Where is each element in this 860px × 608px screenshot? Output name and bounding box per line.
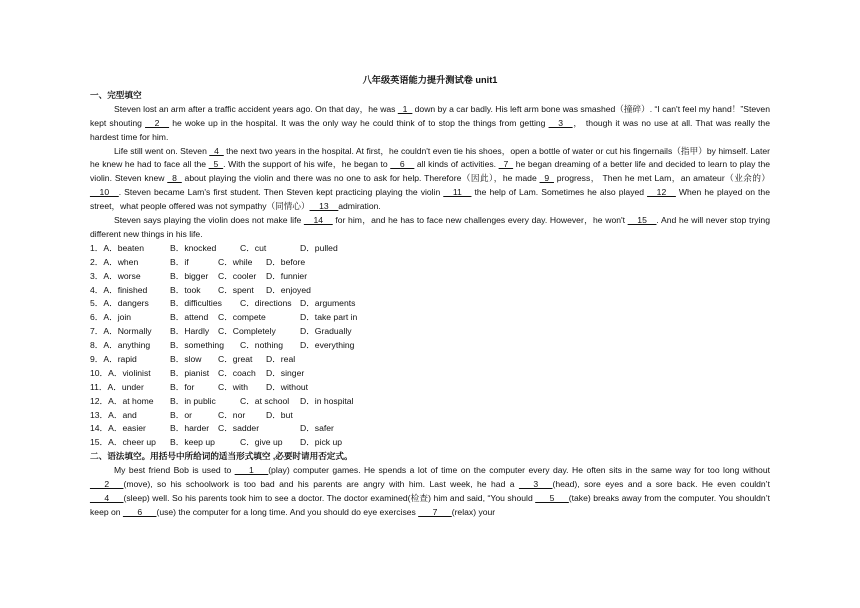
- passage-text: he began dreaming of a better life and decided to learn to play the violin. Steven knew: [90, 159, 771, 184]
- option-choice[interactable]: C．directions: [240, 298, 292, 309]
- option-choice[interactable]: 3．A．worse: [90, 270, 141, 281]
- section-heading-cloze: 一、完型填空: [90, 89, 142, 100]
- option-choice[interactable]: C．cut: [240, 242, 267, 253]
- option-choice[interactable]: D．but: [266, 409, 293, 420]
- option-row: [90, 367, 770, 381]
- answer-blank[interactable]: ___1___: [234, 465, 269, 476]
- option-choice[interactable]: C．while: [218, 256, 253, 267]
- option-choice[interactable]: D．arguments: [300, 298, 356, 309]
- passage-text: (relax) your: [451, 506, 496, 517]
- passage-text: ， though it was no use at all. That was really the hardest time for him.: [90, 117, 770, 142]
- option-choice[interactable]: D．take part in: [300, 312, 358, 323]
- option-row: [90, 395, 770, 409]
- answer-blank[interactable]: _8_: [167, 173, 182, 184]
- option-choice[interactable]: C．nor: [218, 409, 246, 420]
- option-choice[interactable]: D．without: [266, 381, 309, 392]
- section-heading-grammar: 二、语法填空。用括号中所给词的适当形式填空 ,必要时请用否定式。: [90, 451, 353, 462]
- answer-blank[interactable]: __2__: [145, 117, 170, 128]
- option-choice[interactable]: B．something: [170, 340, 224, 351]
- option-choice[interactable]: B．if: [170, 256, 189, 267]
- option-choice[interactable]: 8．A．anything: [90, 340, 151, 351]
- option-choice[interactable]: D．enjoyed: [266, 284, 311, 295]
- page-title: 八年级英语能力提升测试卷 unit1: [362, 75, 498, 85]
- option-choice[interactable]: 5．A．dangers: [90, 298, 149, 309]
- option-choice[interactable]: D．safer: [300, 423, 334, 434]
- option-row: [90, 270, 770, 284]
- option-choice[interactable]: 11．A．under: [90, 381, 144, 392]
- answer-blank[interactable]: ___4___: [90, 492, 124, 503]
- option-row: [90, 311, 770, 325]
- cloze-paragraph-1: [90, 103, 770, 145]
- passage-text: Steven says playing the violin does not make life: [114, 215, 304, 226]
- cloze-options-list: [90, 242, 770, 450]
- option-choice[interactable]: B．or: [170, 409, 192, 420]
- option-choice[interactable]: 4．A．finished: [90, 284, 148, 295]
- option-choice[interactable]: B．difficulties: [170, 298, 222, 309]
- option-choice[interactable]: C．Completely: [218, 326, 276, 337]
- option-choice[interactable]: B．keep up: [170, 437, 215, 448]
- passage-text: My best friend Bob is used to: [114, 465, 235, 476]
- option-row: [90, 353, 770, 367]
- passage-text: . Steven became Lam's first student. Then Steven kept practicing playing the violin: [118, 187, 444, 198]
- option-choice[interactable]: D．pick up: [300, 437, 343, 448]
- option-choice[interactable]: D．before: [266, 256, 306, 267]
- option-choice[interactable]: D．pulled: [300, 242, 338, 253]
- answer-blank[interactable]: _5_: [208, 159, 224, 170]
- passage-text: down by a car badly. His left arm bone was smashed（撞碎）. “I can't feel my hand！”Steven kept shouting: [90, 103, 770, 128]
- option-choice[interactable]: D．funnier: [266, 270, 308, 281]
- answer-blank[interactable]: __13__: [309, 201, 339, 212]
- cloze-paragraph-2: [90, 145, 770, 215]
- passage-text: admiration.: [338, 201, 381, 212]
- option-row: [90, 284, 770, 298]
- option-choice[interactable]: C．spent: [218, 284, 254, 295]
- passage-text: When he played on the street，what people offered was not sympathy（同情心）: [90, 187, 770, 212]
- passage-text: Steven lost an arm after a traffic accident years ago. On that day，he was: [114, 103, 398, 114]
- option-choice[interactable]: B．attend: [170, 312, 209, 323]
- option-choice[interactable]: B．for: [170, 381, 195, 392]
- answer-blank[interactable]: ___7___: [418, 506, 452, 517]
- answer-blank[interactable]: __6__: [390, 159, 415, 170]
- answer-blank[interactable]: ___2___: [90, 479, 124, 490]
- option-row: [90, 256, 770, 270]
- option-choice[interactable]: C．cooler: [218, 270, 257, 281]
- option-choice[interactable]: C．with: [218, 381, 249, 392]
- passage-text: (head), sore eyes and a sore back. He even couldn’t: [552, 479, 770, 490]
- option-choice[interactable]: 14．A．easier: [90, 423, 146, 434]
- answer-blank[interactable]: ___6___: [122, 506, 157, 517]
- option-choice[interactable]: C．at school: [240, 395, 290, 406]
- answer-blank[interactable]: __15__: [627, 215, 657, 226]
- answer-blank[interactable]: ___5___: [535, 492, 569, 503]
- answer-blank[interactable]: __12__: [647, 187, 676, 198]
- passage-text: for him，and he has to face new challenges every day. However，he won't: [332, 215, 628, 226]
- passage-text: all kinds of activities.: [414, 159, 499, 170]
- answer-blank[interactable]: ___3___: [518, 479, 553, 490]
- option-choice[interactable]: 1．A．beaten: [90, 242, 144, 253]
- option-choice[interactable]: C．sadder: [218, 423, 260, 434]
- answer-blank[interactable]: __14__: [303, 215, 333, 226]
- answer-blank[interactable]: __3__: [548, 117, 573, 128]
- passage-text: about playing the violin and there was no one to ask for help. Therefore（因此），he made: [181, 173, 540, 184]
- option-choice[interactable]: D．singer: [266, 367, 305, 378]
- option-choice[interactable]: B．pianist: [170, 367, 210, 378]
- option-choice[interactable]: D．real: [266, 354, 296, 364]
- passage-text: he woke up in the hospital. It was the only way he could think of to stop the things from getting: [169, 117, 549, 128]
- passage-text: (take) breaks away from the computer. You shouldn’t keep on: [90, 492, 771, 517]
- option-row: [90, 436, 770, 450]
- option-choice[interactable]: D．Gradually: [300, 326, 352, 337]
- grammar-paragraph-1: [90, 464, 770, 520]
- option-choice[interactable]: 13．A．and: [90, 409, 137, 420]
- passage-text: (use) the computer for a long time. And you should do eye exercises: [156, 506, 419, 517]
- option-row: [90, 242, 770, 256]
- cloze-paragraph-3: [90, 214, 770, 242]
- option-choice[interactable]: D．everything: [300, 340, 355, 351]
- option-choice[interactable]: C．great: [218, 354, 253, 364]
- option-choice[interactable]: 15．A．cheer up: [90, 437, 156, 448]
- passage-text: the help of Lam. Sometimes he also played: [471, 187, 648, 198]
- worksheet-page: [90, 74, 770, 520]
- option-choice[interactable]: 10．A．violinist: [90, 367, 151, 378]
- passage-text: . With the support of his wife，he began to: [223, 159, 391, 170]
- option-choice[interactable]: 7．A．Normally: [90, 326, 152, 337]
- passage-text: (move), so his schoolwork is too bad and his parents are angry with him. Last week, he had a: [123, 479, 519, 490]
- option-row: [90, 381, 770, 395]
- answer-blank[interactable]: _7_: [498, 159, 514, 170]
- option-choice[interactable]: 9．A．rapid: [90, 354, 137, 364]
- option-row: [90, 409, 770, 423]
- option-row: [90, 297, 770, 311]
- option-choice[interactable]: C．nothing: [240, 340, 283, 351]
- option-choice[interactable]: C．compete: [218, 312, 266, 323]
- option-choice[interactable]: B．harder: [170, 423, 210, 434]
- passage-text: the next two years in the hospital. At first，he couldn't even tie his shoes，open a bottle of water or cut his fingernails（指甲）by himself. Later he knew he had to face all the: [90, 145, 770, 170]
- option-choice[interactable]: B．slow: [170, 354, 202, 364]
- option-row: [90, 325, 770, 339]
- passage-text: (play) computer games. He spends a lot of time on the computer every day. He often sits in the same way for too long without: [268, 465, 770, 476]
- passage-text: Life still went on. Steven: [114, 145, 210, 156]
- answer-blank[interactable]: _4_: [209, 145, 224, 156]
- option-row: [90, 422, 770, 436]
- answer-blank[interactable]: _9_: [539, 173, 554, 184]
- option-choice[interactable]: 12．A．at home: [90, 395, 154, 406]
- option-choice[interactable]: B．Hardly: [170, 326, 210, 337]
- option-choice[interactable]: 6．A．join: [90, 312, 132, 323]
- passage-text: progress， Then he met Lam，an amateur（业余的）: [553, 173, 771, 184]
- passage-text: (sleep) well. So his parents took him to see a doctor. The doctor examined(检查) him and said, “You should: [123, 492, 536, 503]
- option-choice[interactable]: D．in hospital: [300, 395, 354, 406]
- answer-blank[interactable]: __11__: [443, 187, 472, 198]
- option-choice[interactable]: B．took: [170, 284, 201, 295]
- option-choice[interactable]: B．in public: [170, 395, 216, 406]
- option-choice[interactable]: 2．A．when: [90, 256, 139, 267]
- option-row: [90, 339, 770, 353]
- answer-blank[interactable]: __10__: [90, 187, 119, 198]
- passage-text: . And he will never stop trying different new things in his life.: [90, 215, 770, 239]
- option-choice[interactable]: B．bigger: [170, 270, 209, 281]
- option-choice[interactable]: B．knocked: [170, 242, 217, 253]
- option-choice[interactable]: C．give up: [240, 437, 283, 448]
- answer-blank[interactable]: _1_: [397, 103, 413, 114]
- option-choice[interactable]: C．coach: [218, 367, 256, 378]
